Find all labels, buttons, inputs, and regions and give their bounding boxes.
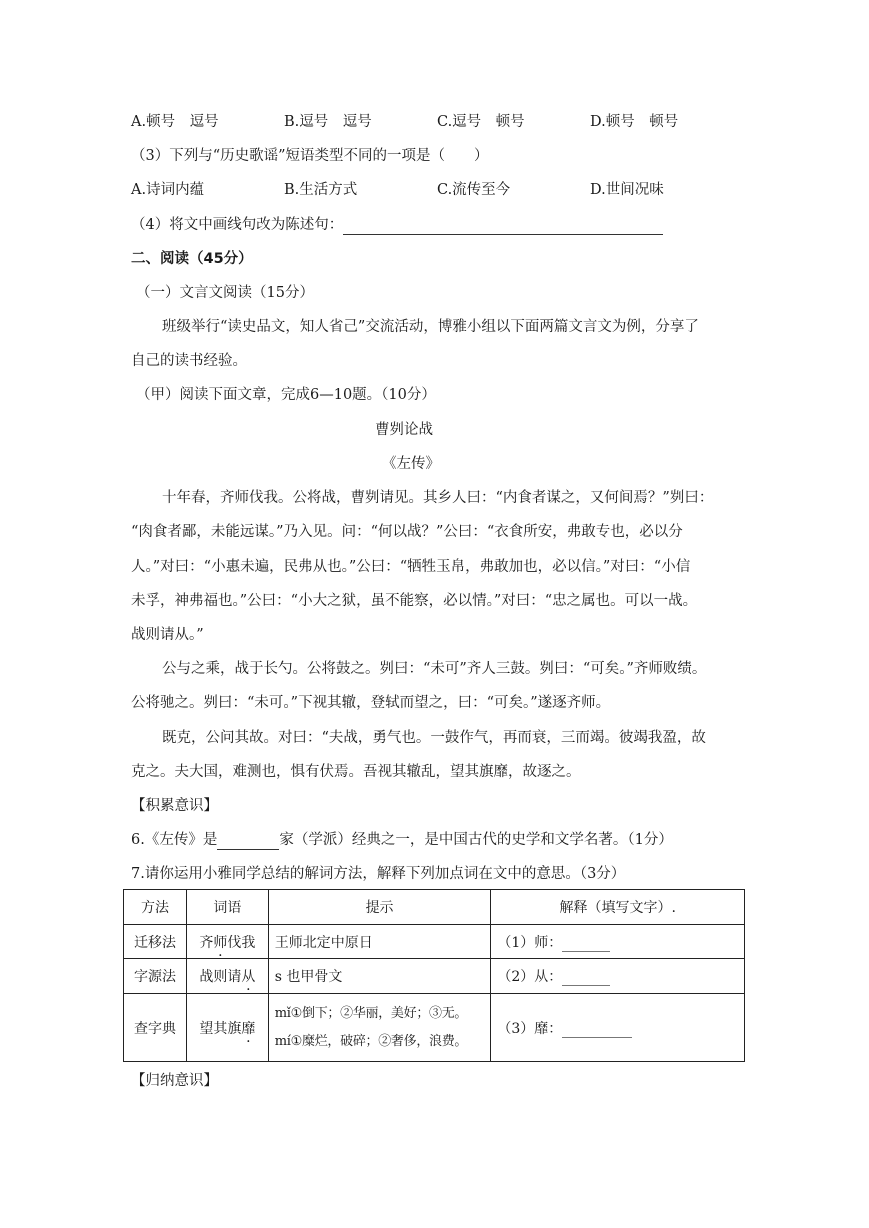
passage-line-1: 十年春，齐师伐我。公将战，曹刿请见。其乡人曰：“内食者谋之，又何间焉？”刿曰： [162, 490, 714, 506]
method-cell: 迁移法 [124, 925, 187, 959]
answer-blank[interactable] [562, 971, 610, 986]
q2-option-c: C.逗号 顿号 [437, 114, 525, 130]
hint-cell: 王师北定中原日 [268, 925, 491, 959]
q4-answer-blank[interactable] [343, 220, 663, 235]
q6-stem-after: 家（学派）经典之一，是中国古代的史学和文学名著。（1分） [279, 832, 673, 848]
q6-line [131, 830, 673, 850]
subsection-1-title: （一）文言文阅读（15分） [136, 285, 314, 301]
q2-option-d: D.顿号 顿号 [590, 114, 679, 130]
passage-line-3: 人。”对曰：“小惠未遍，民弗从也。”公曰：“牺牲玉帛，弗敢加也，必以信。”对曰：“小信 [131, 559, 691, 575]
header-hint: 提示 [268, 890, 491, 925]
passage-line-5: 战则请从。” [131, 627, 204, 643]
q4-stem: （4）将文中画线句改为陈述句： [131, 217, 344, 233]
table-row [124, 959, 745, 994]
passage-line-6: 公与之乘，战于长勺。公将鼓之。刿曰：“未可”齐人三鼓。刿曰：“可矣。”齐师败绩。 [162, 661, 707, 677]
q2-option-a: A.顿号 逗号 [131, 114, 219, 130]
table-row [124, 925, 745, 959]
q6-answer-blank[interactable] [217, 835, 279, 850]
passage-line-9: 克之。夫大国，难测也，惧有伏焉。吾视其辙乱，望其旗靡，故逐之。 [131, 764, 581, 780]
vocabulary-table [123, 889, 745, 1062]
table-row [124, 994, 745, 1062]
header-word: 词语 [186, 890, 268, 925]
section-2-title: 二、阅读（45分） [131, 251, 253, 267]
intro-line-2: 自己的读书经验。 [131, 353, 247, 369]
q2-option-b: B.逗号 逗号 [284, 114, 372, 130]
passage-line-8: 既克，公问其故。对曰：“夫战，勇气也。一鼓作气，再而衰，三而竭。彼竭我盈，故 [162, 730, 706, 746]
passage-line-7: 公将驰之。刿曰：“未可。”下视其辙，登轼而望之，曰：“可矣。”遂逐齐师。 [131, 695, 611, 711]
intro-line-1: 班级举行“读史品文，知人省己”交流活动，博雅小组以下面两篇文言文为例，分享了 [162, 319, 699, 335]
passage-title: 曹刿论战 [375, 422, 433, 438]
passage-line-2: “肉食者鄙，未能远谋。”乃入见。问：“何以战？”公曰：“衣食所安，弗敢专也，必以分 [131, 524, 683, 540]
q3-option-a: A.诗词内蕴 [131, 182, 205, 198]
header-explanation: 解释（填写文字）. [491, 890, 745, 925]
dotted-word: 靡 [241, 1020, 256, 1037]
table-header-row [124, 890, 745, 925]
q3-option-d: D.世间况味 [590, 182, 664, 198]
dotted-word: 师 [213, 934, 228, 951]
word-cell: 望其旗靡 [186, 994, 268, 1062]
hint-line-1: mǐ①倒下；②华丽，美好；③无。 [274, 1005, 468, 1021]
answer-blank[interactable] [562, 937, 610, 952]
answer-cell: （2）从： [491, 959, 745, 994]
q3-option-c: C.流传至今 [437, 182, 511, 198]
answer-cell: （3）靡： [491, 994, 745, 1062]
word-cell: 战则请从 [186, 959, 268, 994]
q6-stem-before: 6.《左传》是 [131, 832, 218, 848]
method-cell: 字源法 [124, 959, 187, 994]
q3-option-b: B.生活方式 [284, 182, 358, 198]
hint-cell [268, 994, 491, 1062]
header-method: 方法 [124, 890, 187, 925]
q4-line [131, 215, 663, 235]
accumulation-heading: 【积累意识】 [131, 798, 218, 814]
hint-cell: s 也甲骨文 [268, 959, 491, 994]
q7-stem: 7.请你运用小雅同学总结的解词方法，解释下列加点词在文中的意思。（3分） [131, 866, 626, 882]
q3-stem: （3）下列与“历史歌谣”短语类型不同的一项是（ ） [131, 148, 489, 164]
passage-source: 《左传》 [382, 456, 440, 472]
dotted-word: 从 [241, 969, 256, 985]
answer-blank[interactable] [562, 1023, 632, 1038]
passage-line-4: 未孚，神弗福也。”公曰：“小大之狱，虽不能察，必以情。”对曰：“忠之属也。可以一战。 [131, 593, 698, 609]
answer-cell: （1）师： [491, 925, 745, 959]
induction-heading: 【归纳意识】 [131, 1073, 218, 1089]
method-cell: 查字典 [124, 994, 187, 1062]
word-cell: 齐师伐我 [186, 925, 268, 959]
jia-title: （甲）阅读下面文章，完成6—10题。（10分） [136, 387, 436, 403]
hint-line-2: mí①糜烂，破碎；②奢侈，浪费。 [274, 1033, 468, 1049]
